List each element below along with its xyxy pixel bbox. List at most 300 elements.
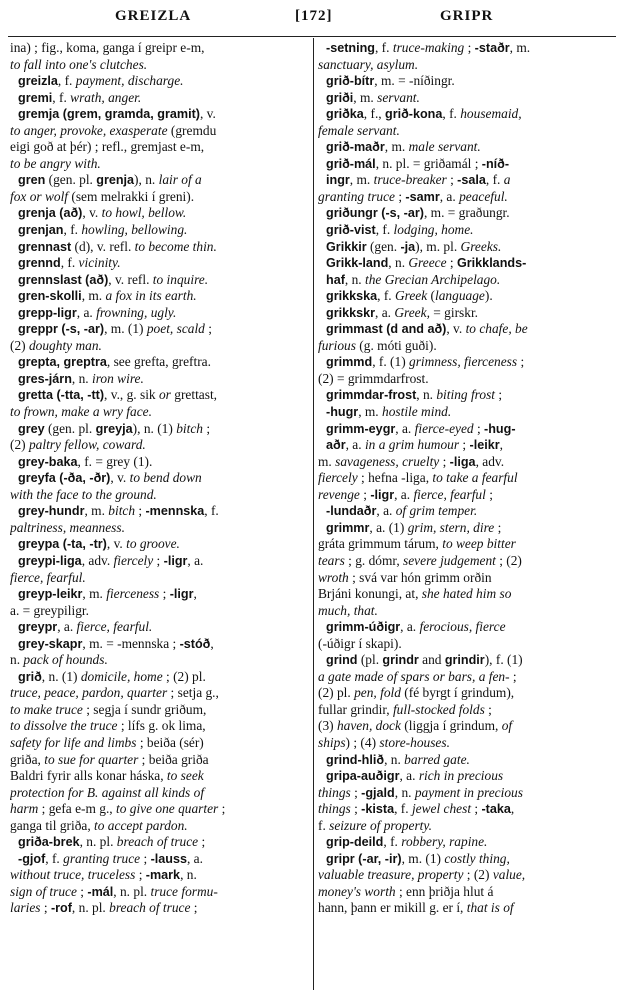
headword: -kista [361, 802, 395, 817]
entry-text: ; [40, 900, 51, 916]
entry-line [10, 354, 310, 371]
entry-line [10, 189, 310, 206]
entry-text: , a. [399, 768, 419, 784]
entry-text: , f. [57, 73, 76, 89]
headword: grey [18, 421, 45, 436]
definition-text: fierce, fearful. [10, 569, 86, 585]
definition-text: housemaid, [460, 106, 522, 122]
headword: -mennska [145, 504, 205, 519]
entry-line [318, 321, 618, 338]
definition-text: grimness, fierceness [409, 354, 518, 370]
entry-line [318, 255, 618, 272]
definition-text: she hated him so [421, 586, 512, 602]
definition-text: to frown, make a wry face. [10, 404, 152, 420]
entry-text: ; [190, 900, 198, 916]
entry-line [318, 73, 618, 90]
entry-line [10, 40, 310, 57]
definition-text: severe judgement [403, 552, 496, 568]
entry-text: , m. [353, 89, 378, 105]
entry-line [318, 470, 618, 487]
definition-text: truce-breaker [373, 172, 447, 188]
headword: grið [18, 669, 42, 684]
entry-line [318, 785, 618, 802]
definition-text: wroth [318, 569, 349, 585]
entry-text: ; [459, 437, 470, 453]
entry-line [318, 867, 618, 884]
entry-line [10, 371, 310, 388]
entry-text: , a. [57, 619, 77, 635]
definition-text: the Grecian Archipelago. [364, 271, 501, 287]
entry-text: , n. pl. = griðamál ; [375, 155, 482, 171]
definition-text: or [158, 387, 171, 403]
definition-text: truce formu- [150, 883, 218, 899]
entry-text: grettast, [170, 387, 218, 403]
definition-text: to fall into one's clutches. [10, 56, 148, 72]
entry-text: ; [76, 883, 88, 899]
entry-text: ; [350, 801, 362, 817]
definition-text: store-houses. [379, 734, 450, 750]
entry-line [10, 718, 310, 735]
headword: grepp-ligr [18, 305, 77, 320]
entry-text: (2) [10, 337, 29, 353]
entry-text: ; [202, 420, 211, 436]
headword: -ligr [370, 487, 395, 502]
entry-line [318, 437, 618, 454]
entry-line [318, 487, 618, 504]
headword: grimmd [326, 355, 373, 370]
entry-text: Brjáni konungi, at, [318, 586, 422, 602]
entry-line [318, 404, 618, 421]
entry-text: , a. [187, 552, 204, 568]
headword: grimm-úðigr [326, 620, 401, 635]
headword: gripr (-ar, -ir) [326, 851, 402, 866]
entry-text: , a. [375, 304, 395, 320]
definition-text: to bend down [129, 470, 202, 486]
entry-text: , n. (1) [41, 668, 81, 684]
entry-text: , m. (1) [104, 321, 147, 337]
entry-text: ; [509, 668, 517, 684]
headword: griða-brek [18, 835, 80, 850]
definition-text: jewel chest [411, 801, 472, 817]
definition-text: breach of truce [116, 834, 199, 850]
entry-line [318, 288, 618, 305]
entry-line [10, 239, 310, 256]
definition-text: fierceness [106, 586, 160, 602]
header-rule [8, 36, 616, 37]
entry-text: (-úðigr í skapi). [318, 635, 402, 651]
entry-text: (2) pl. [318, 685, 355, 701]
entry-text: , a. (1) [369, 519, 408, 535]
entry-line [10, 652, 310, 669]
entry-line [10, 785, 310, 802]
definition-text: poet, scald [146, 321, 205, 337]
entry-text: , f., [363, 106, 385, 122]
entry-text: , adv. [475, 453, 505, 469]
entry-line [10, 139, 310, 156]
entry-text: ; [140, 850, 151, 866]
entry-text: , a. [376, 503, 396, 519]
headword: gripa-auðigr [326, 769, 400, 784]
entry-line [318, 884, 618, 901]
definition-text: much, that. [318, 602, 378, 618]
entry-text: m. [318, 453, 336, 469]
definition-text: to make truce [10, 701, 83, 717]
headword: -mark [145, 868, 181, 883]
headword: griði [326, 90, 354, 105]
definition-text: revenge [318, 486, 360, 502]
definition-text: to give one quarter [116, 801, 219, 817]
headword: gres-járn [18, 371, 72, 386]
headword: grið-mál [326, 156, 376, 171]
headword: -leikr [469, 438, 500, 453]
definition-text: things [318, 801, 351, 817]
headword: grennd [18, 256, 61, 271]
definition-text: iron wire. [92, 370, 144, 386]
entry-line [318, 536, 618, 553]
entry-text: griða, [10, 751, 45, 767]
entry-text: , n. [388, 255, 409, 271]
entry-text: (sem melrakki í greni). [68, 188, 195, 204]
headword: -taka [481, 802, 511, 817]
entry-line [318, 371, 618, 388]
entry-text: , [510, 801, 515, 817]
entry-text: , n. [71, 370, 92, 386]
definition-text: full-stocked folds [392, 701, 485, 717]
headword: greizla [18, 74, 58, 89]
definition-text: paltriness, meanness. [10, 519, 125, 535]
definition-text: of [501, 718, 513, 734]
entry-text: , f. [204, 503, 219, 519]
column-divider [313, 38, 314, 990]
entry-text: ; beiða (sér) [136, 734, 204, 750]
entry-line [10, 702, 310, 719]
definition-text: a [503, 172, 511, 188]
headword: gren [18, 173, 46, 188]
entry-text: , adv. [81, 552, 114, 568]
entry-text: ; [484, 701, 492, 717]
entry-line [10, 90, 310, 107]
headword: -setning [326, 41, 375, 55]
headword: grennslast (að) [18, 272, 109, 287]
entry-text: ), m. pl. [415, 238, 461, 254]
entry-line [318, 520, 618, 537]
definition-text: biting frost [436, 387, 496, 403]
entry-text: fullar grindir, [318, 701, 393, 717]
entry-line [10, 851, 310, 868]
definition-text: in a grim humour [364, 437, 460, 453]
entry-line [318, 801, 618, 818]
entry-text: , a. [394, 486, 414, 502]
entry-line [318, 652, 618, 669]
definition-text: to howl, bellow. [101, 205, 187, 221]
definition-text: fiercely [113, 552, 154, 568]
entry-line [318, 387, 618, 404]
definition-text: servant. [377, 89, 420, 105]
headword: greypi-liga [18, 553, 82, 568]
entry-line [318, 454, 618, 471]
entry-text: ; [395, 188, 406, 204]
headword: grey-baka [18, 454, 78, 469]
entry-text: ganga til griða, [10, 817, 95, 833]
definition-text: to weep bitter [442, 536, 516, 552]
headword: grikkskr [326, 305, 376, 320]
definition-text: to sue for quarter [44, 751, 139, 767]
entry-text: ; [135, 503, 146, 519]
definition-text: safety for life and limbs [10, 734, 137, 750]
definition-text: tears [318, 552, 345, 568]
entry-line [318, 90, 618, 107]
entry-text: hann, þann er mikill g. er í, [318, 900, 467, 916]
entry-text: ; (2) [495, 552, 522, 568]
headword: grindir [444, 653, 485, 668]
definition-text: to take a fearful [432, 470, 518, 486]
entry-text: , f. [45, 850, 64, 866]
entry-text: , f. [383, 834, 402, 850]
definition-text: frowning, ugly. [96, 304, 177, 320]
entry-text: , n. [180, 867, 197, 883]
entry-text: ; [494, 519, 502, 535]
definition-text: female servant. [318, 122, 400, 138]
entry-line [10, 900, 310, 917]
definition-text: that is of [466, 900, 514, 916]
entry-line [10, 437, 310, 454]
headword: greppr (-s, -ar) [18, 322, 105, 337]
entry-line [10, 288, 310, 305]
definition-text: truce-making [392, 40, 465, 55]
headword: grenjan [18, 223, 64, 238]
headword: grey-hundr [18, 504, 85, 519]
entry-text: , m. [358, 404, 382, 420]
definition-text: bitch [176, 420, 203, 436]
entry-text: ; [439, 453, 450, 469]
headword: grenja (að) [18, 206, 83, 221]
entry-text: (2) [10, 437, 29, 453]
definition-text: without truce, truceless [10, 867, 136, 883]
entry-line [318, 106, 618, 123]
entry-line [10, 619, 310, 636]
headword: -sala [457, 173, 486, 188]
entry-line [318, 354, 618, 371]
definition-text: valuable treasure, property [318, 867, 464, 883]
entry-line [318, 239, 618, 256]
entry-text: , v., g. sik [104, 387, 159, 403]
definition-text: rich in precious [418, 768, 504, 784]
definition-text: payment in precious [414, 784, 523, 800]
entry-text: ( [427, 288, 436, 304]
entry-line [10, 586, 310, 603]
headword: griðka [326, 107, 364, 122]
definition-text: Greece [408, 255, 447, 271]
entry-text: , [193, 586, 197, 602]
definition-text: pack of hounds. [23, 652, 108, 668]
entry-line [318, 702, 618, 719]
definition-text: protection for B. against all kinds of [10, 784, 205, 800]
entry-line [10, 387, 310, 404]
entry-line [318, 57, 618, 74]
headword: -gjof [18, 851, 46, 866]
entry-text: (2) = grimmdarfrost. [318, 370, 429, 386]
entry-line [10, 305, 310, 322]
definition-text: to dissolve the truce [10, 718, 118, 734]
definition-text: lair of a [158, 172, 202, 188]
entry-text: , f. [52, 89, 71, 105]
entry-line [10, 735, 310, 752]
entry-text: ) ; (4) [345, 734, 380, 750]
definition-text: furious [318, 337, 356, 353]
headword: -rof [50, 901, 72, 916]
entry-line [10, 255, 310, 272]
entry-line [318, 570, 618, 587]
entry-text: ; [350, 784, 362, 800]
entry-line [318, 503, 618, 520]
definition-text: a gate made of spars or bars, a fen- [318, 668, 510, 684]
entry-line [10, 801, 310, 818]
entry-line [318, 205, 618, 222]
entry-line [10, 57, 310, 74]
entry-line [318, 834, 618, 851]
page-number: [172] [295, 8, 333, 24]
entry-text: ), f. (1) [484, 652, 523, 668]
definition-text: fierce-eyed [414, 420, 474, 436]
definition-text: granting truce [318, 188, 395, 204]
headword: greyja [95, 421, 133, 436]
headword: ingr [326, 173, 350, 188]
definition-text: breach of truce [109, 900, 191, 916]
headword: -hugr [326, 405, 359, 420]
entry-text: (gremdu [167, 122, 217, 138]
entry-text: ; [218, 801, 226, 817]
headword: greyfa (-ða, -ðr) [18, 471, 111, 486]
entry-line [318, 586, 618, 603]
definition-text: fierce, fearful [413, 486, 486, 502]
entry-text: , a. [186, 850, 203, 866]
headword: grip-deild [326, 835, 384, 850]
entry-line [318, 619, 618, 636]
headword: grikkska [326, 289, 378, 304]
entry-line [318, 851, 618, 868]
entry-text: ; [153, 552, 164, 568]
entry-line [318, 139, 618, 156]
entry-text: a. = greypiligr. [10, 602, 89, 618]
entry-text: (d), v. refl. [71, 238, 135, 254]
entry-text: , v. [82, 205, 102, 221]
entry-line [10, 321, 310, 338]
entry-text: ), n. (1) [132, 420, 177, 436]
definition-text: granting truce [63, 850, 141, 866]
definition-text: sign of truce [10, 883, 77, 899]
headword: grið-vist [326, 223, 376, 238]
definition-text: to anger, provoke, exasperate [10, 122, 168, 138]
entry-line [10, 470, 310, 487]
definition-text: pen, fold [354, 685, 401, 701]
headword: grimmast (d and að) [326, 322, 447, 337]
entry-text: , m. [81, 288, 106, 304]
definition-text: savageness, cruelty [335, 453, 440, 469]
entry-text: , m. (1) [401, 850, 445, 866]
entry-text: gráta grimmum tárum, [318, 536, 443, 552]
headword: grind [326, 653, 358, 668]
entry-line [318, 156, 618, 173]
entry-text: , a. [345, 437, 365, 453]
header-left-word: GREIZLA [115, 8, 192, 24]
definition-text: seizure of property. [329, 817, 432, 833]
entry-text: , f. [375, 222, 394, 238]
entry-text: , f. [374, 40, 393, 55]
entry-text: ina) ; fig., koma, ganga í greipr e-m, [10, 40, 205, 55]
headword: Grikkir [326, 239, 367, 254]
entry-text: ), n. [134, 172, 159, 188]
entry-text: ; (2) pl. [162, 668, 206, 684]
definition-text: to become thin. [134, 238, 217, 254]
entry-text: ; g. dómr, [344, 552, 404, 568]
definition-text: fox or wolf [10, 188, 69, 204]
entry-line [318, 40, 618, 57]
headword: Grikklands- [456, 256, 527, 271]
entry-text: ; [198, 834, 206, 850]
definition-text: harm [10, 801, 39, 817]
headword: grenja [96, 173, 135, 188]
entry-text: (g. móti guði). [355, 337, 437, 353]
entry-text: ; [485, 486, 493, 502]
entry-line [318, 818, 618, 835]
entry-text: f. [318, 817, 330, 833]
definition-text: to accept pardon. [94, 817, 188, 833]
header-right-word: GRIPR [440, 8, 494, 24]
entry-text: ; [204, 321, 212, 337]
headword: grindr [382, 653, 419, 668]
definition-text: barred gate. [404, 751, 470, 767]
entry-line [318, 123, 618, 140]
definition-text: bitch [108, 503, 136, 519]
headword: gremi [18, 90, 53, 105]
definition-text: grim, stern, dire [407, 519, 495, 535]
entry-text: eigi goð at þér) ; refl., gremjast e-m, [10, 139, 205, 155]
entry-text: , n. [416, 387, 437, 403]
entry-text: , f. [394, 801, 412, 817]
entry-line [318, 553, 618, 570]
entry-line [10, 205, 310, 222]
entry-line [10, 636, 310, 653]
entry-text: , m. = -mennska ; [82, 635, 180, 651]
entry-text: = girskr. [429, 304, 479, 320]
headword: greyp-leikr [18, 587, 83, 602]
definition-text: value, [492, 867, 526, 883]
entry-text: ; [464, 40, 475, 55]
entry-line [10, 536, 310, 553]
entry-line [10, 669, 310, 686]
headword: grimmr [326, 520, 370, 535]
definition-text: haven, dock [336, 718, 401, 734]
entry-line [318, 172, 618, 189]
entry-text: , a. [400, 619, 420, 635]
entry-text: ; [495, 387, 503, 403]
headword: -liga [449, 454, 476, 469]
definition-text: domicile, home [80, 668, 163, 684]
entry-line [10, 454, 310, 471]
left-column [10, 40, 310, 990]
definition-text: robbery, rapine. [401, 834, 488, 850]
headword: grennast [18, 239, 72, 254]
entry-text: ; [446, 172, 458, 188]
entry-text: , m. [84, 503, 109, 519]
entry-text: ; [446, 255, 457, 271]
entry-line [10, 867, 310, 884]
headword: gremja (grem, gramda, gramit) [18, 107, 200, 122]
entry-text: ; [471, 801, 482, 817]
entry-text: , m. [82, 586, 107, 602]
entry-text: ; [359, 486, 371, 502]
entry-text: , m. [384, 139, 409, 155]
